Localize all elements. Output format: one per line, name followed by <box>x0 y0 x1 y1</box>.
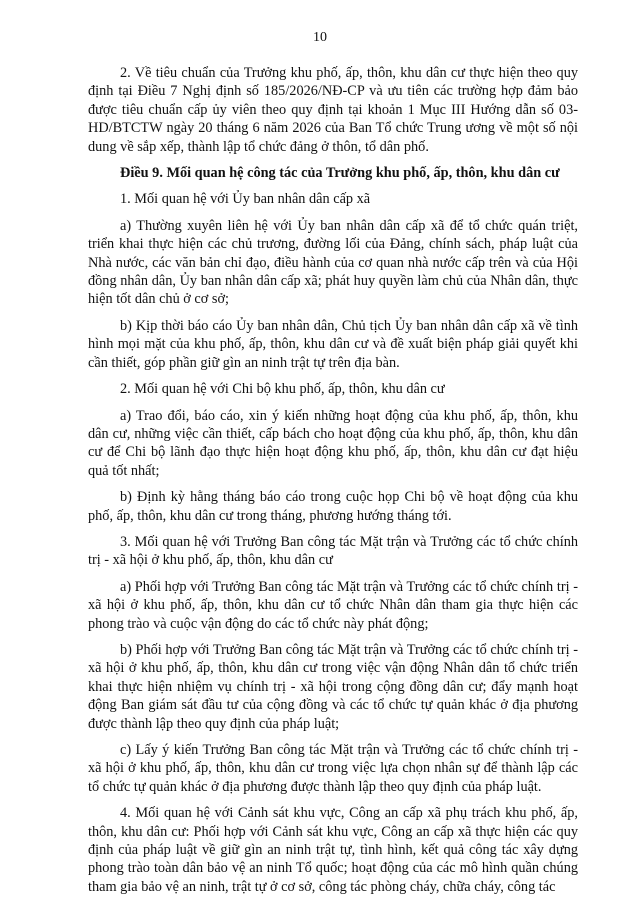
section-1-heading: 1. Mối quan hệ với Ủy ban nhân dân cấp xã <box>120 191 371 208</box>
paragraph-1a: a) Thường xuyên liên hệ với Ủy ban nhân dân cấp xã để tổ chức quán triệt, triển khai thực hiện các chủ trương, đường lối của Đảng, chính sách, pháp luật của Nhà nước, các văn bản chỉ đạo, điều hành của cơ quan nhà nước cấp trên và của Hội đồng nhân dân, Ủy ban nhân dân cấp xã; phát huy quyền làm chủ của Nhân dân, thực hiện tốt dân chủ ở cơ sở; <box>88 217 578 308</box>
paragraph-1b: b) Kịp thời báo cáo Ủy ban nhân dân, Chủ tịch Ủy ban nhân dân cấp xã về tình hình mọi mặt của khu phố, ấp, thôn, khu dân cư và đề xuất biện pháp giải quyết khi cần thiết, góp phần giữ gìn an ninh trật tự trên địa bàn. <box>88 317 578 371</box>
page-number: 10 <box>313 30 327 45</box>
section-3-heading: 3. Mối quan hệ với Trưởng Ban công tác Mặt trận và Trưởng các tổ chức chính trị - xã hội ở khu phố, ấp, thôn, khu dân cư <box>88 533 578 569</box>
section-4-paragraph: 4. Mối quan hệ với Cảnh sát khu vực, Công an cấp xã phụ trách khu phố, ấp, thôn, khu dân cư: Phối hợp với Cảnh sát khu vực, Công an cấp xã thực hiện các quy định của pháp luật về giữ gìn an ninh trật tự, tình hình, kết quả công tác xây dựng phong trào toàn dân bảo vệ an ninh Tổ quốc; hoạt động của các mô hình quần chúng tham gia bảo vệ an ninh, trật tự ở cơ sở, công tác phòng cháy, chữa cháy, công tác <box>88 805 578 895</box>
paragraph-3a: a) Phối hợp với Trưởng Ban công tác Mặt trận và Trưởng các tổ chức chính trị - xã hội ở khu phố, ấp, thôn, khu dân cư tổ chức Nhân dân tham gia thực hiện các phong trào và cuộc vận động do các tổ chức này phát động; <box>88 578 578 632</box>
article-9-heading: Điều 9. Mối quan hệ công tác của Trưởng khu phố, ấp, thôn, khu dân cư <box>120 165 560 182</box>
paragraph-2a: a) Trao đổi, báo cáo, xin ý kiến những hoạt động của khu phố, ấp, thôn, khu dân cư, những việc cần thiết, cấp bách cho hoạt động của khu phố, ấp, thôn, khu dân cư để Chi bộ lãnh đạo thực hiện hoạt động khu phố, ấp, thôn, khu dân cư đạt hiệu quả tốt nhất; <box>88 407 578 479</box>
paragraph-3c: c) Lấy ý kiến Trưởng Ban công tác Mặt trận và Trưởng các tổ chức chính trị - xã hội ở khu phố, ấp, thôn, khu dân cư trong việc lựa chọn nhân sự để thành lập các tổ chức tự quản khác ở địa phương được thành lập theo quy định của pháp luật. <box>88 742 578 795</box>
paragraph-3b: b) Phối hợp với Trưởng Ban công tác Mặt trận và Trưởng các tổ chức chính trị - xã hội ở khu phố, ấp, thôn, khu dân cư trong việc vận động Nhân dân tổ chức triển khai thực hiện nhiệm vụ chính trị - xã hội trong cộng đồng dân cư; đẩy mạnh hoạt động Ban giám sát đầu tư của cộng đồng và các tổ chức tự quản khác ở địa phương được thành lập theo quy định của pháp luật; <box>88 641 578 732</box>
section-2-heading: 2. Mối quan hệ với Chi bộ khu phố, ấp, thôn, khu dân cư <box>120 381 445 398</box>
paragraph-standard-criteria: 2. Về tiêu chuẩn của Trưởng khu phố, ấp, thôn, khu dân cư thực hiện theo quy định tại Điều 7 Nghị định số 185/2026/NĐ-CP và ưu tiên các trường hợp đảm bảo được tiêu chuẩn cấp ủy viên theo quy định tại khoản 1 Mục III Hướng dẫn số 03-HD/BTCTW ngày 20 tháng 6 năm 2026 của Ban Tổ chức Trung ương về một số nội dung về sắp xếp, thành lập tổ chức đảng ở thôn, tổ dân phố. <box>88 65 578 155</box>
paragraph-2b: b) Định kỳ hằng tháng báo cáo trong cuộc họp Chi bộ về hoạt động của khu phố, ấp, thôn, khu dân cư trong tháng, phương hướng tháng tới. <box>88 489 578 524</box>
document-body <box>88 64 578 904</box>
